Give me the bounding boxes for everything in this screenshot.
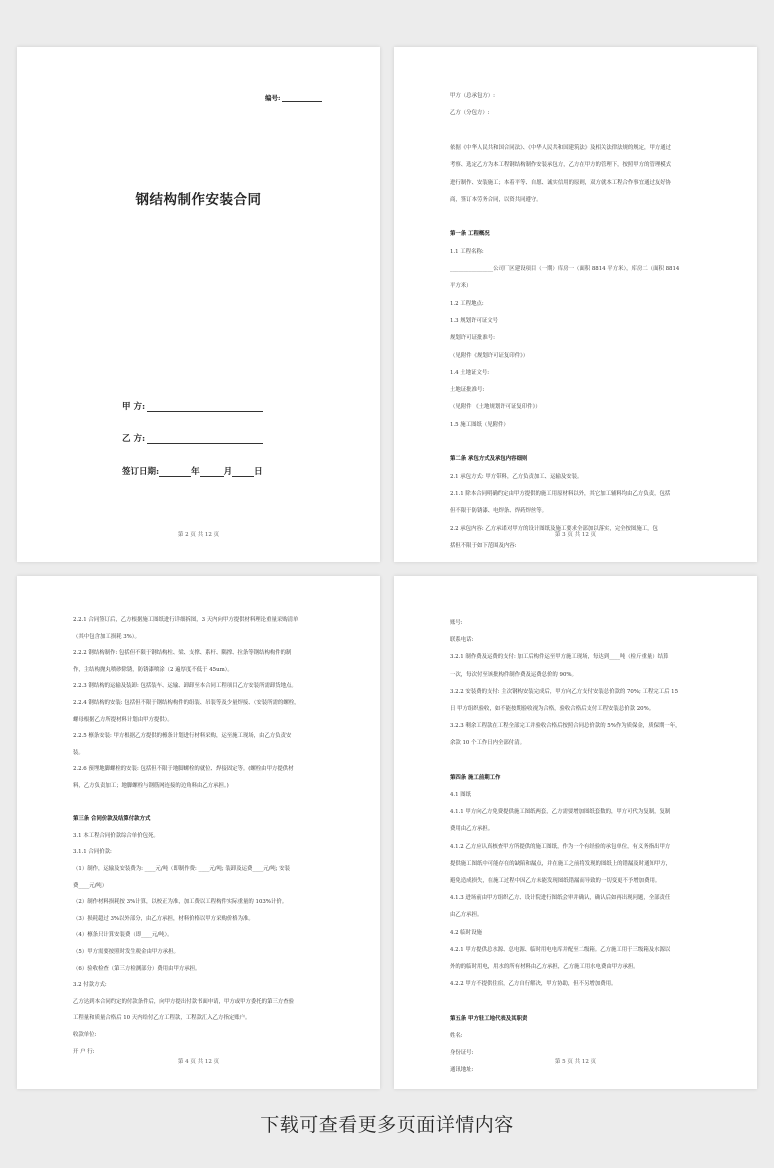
page-footer: 第 3 页 共 12 页 <box>554 532 597 538</box>
party-a-blank <box>147 411 263 412</box>
text-line: 进行制作、安装施工；本着平等、自愿、诚实信用的原则，双方就本工程合作事宜通过友好协 <box>450 179 672 186</box>
text-line: 平方米） <box>450 283 472 290</box>
text-line: 甲方（总承包方）: <box>450 93 495 99</box>
contract-title: 钢结构制作安装合同 <box>135 192 262 208</box>
text-line: 费用由乙方承担。 <box>450 826 494 833</box>
party-a-label: 甲 方: <box>122 402 146 412</box>
text-line: （见附件 《土地规划许可证复印件》） <box>450 404 541 411</box>
text-line: ________________公司厂区建设项目（一期）库房一（面积 8814 平方米），库房二（面积 8814 <box>450 266 680 272</box>
page-footer: 第 4 页 共 12 页 <box>177 1059 220 1065</box>
section-heading: 第三条 合同价款及结算付款方式 <box>73 816 151 823</box>
text-line: 1.4 土地证文号: <box>450 369 490 376</box>
text-line: 费____元/吨） <box>73 882 108 889</box>
text-line: 3.2.3 剩余工程款在工程全部完工并验收合格后按照合同总价款的 5%作为质保金，质保期一年， <box>450 723 681 730</box>
signing-date-label: 签订日期: <box>122 467 160 477</box>
text-line: 括但不限于如下范围及内容: <box>450 542 517 549</box>
text-line: 由乙方承担。 <box>450 912 483 919</box>
text-line: 联系电话: <box>450 637 474 644</box>
text-line: 依据《中华人民共和国合同法》、《中华人民共和国建筑法》及相关法律法规的规定，甲方通过 <box>450 144 672 151</box>
text-line: 1.3 规划许可证文号 <box>450 317 499 324</box>
text-line: 身份证号: <box>450 1050 474 1056</box>
text-line: 3.2 付款方式: <box>73 982 107 989</box>
contract-page-3 <box>394 47 757 562</box>
text-line: 乙方达到本合同约定的付款条件后，向甲方提出付款书面申请，甲方或甲方委托的第三方查验 <box>73 998 295 1005</box>
text-line: 3.1.1 合同价款: <box>73 849 112 856</box>
date-year-label: 年 <box>191 467 200 477</box>
text-line: （见附件《规划许可证复印件》） <box>450 352 529 359</box>
text-line: 2.2.4 钢结构的安装: 包括但不限于钢结构构件的组装、吊装等及少量焊接、（安装所需的螺栓， <box>73 700 300 706</box>
contract-page-4 <box>17 576 380 1089</box>
text-line: 3.1 本工程合同价款综合单价包死。 <box>73 832 159 839</box>
text-line: 4.1.2 乙方应认真核查甲方所提供的施工图纸，作为一个有经验的承包单位，有义务指出甲方 <box>450 843 671 850</box>
text-line: 料，乙方负责加工；地脚螺栓与钢筋网连接的边角料由乙方承担。) <box>73 783 229 789</box>
text-line: 1.1 工程名称: <box>450 248 484 255</box>
date-month-label: 月 <box>223 467 233 477</box>
signing-date-field <box>122 465 263 477</box>
text-line: 但不限于防锈漆、电焊条、焊药焊丝等。 <box>450 508 548 515</box>
text-line: 4.2.1 甲方提供总水源、总电源、临时用电电库并配至二级箱。乙方施工用于三级箱及水源以 <box>450 946 671 953</box>
text-line: 2.2.5 檩条安装: 甲方根据乙方提供的檩条计划进行材料采购，运至施工现场，由乙方负责安 <box>73 733 292 740</box>
contract-number-label: 编号: <box>265 94 281 102</box>
text-line: 2.2 承包内容: 乙方承诺对甲方的设计图纸及施工要求全部加以落实，完全按图施工，包 <box>450 525 658 532</box>
section-heading: 第四条 施工前期工作 <box>450 774 501 781</box>
text-line: （5）甲方需要按照时发生税金由甲方承担。 <box>73 949 179 955</box>
text-line: 账号: <box>450 620 463 626</box>
text-line: 规划许可证批准号: <box>450 335 495 342</box>
text-line: 工程量和质量合格后 10 天内给付乙方工程款，工程款汇入乙方指定账户。 <box>73 1015 251 1022</box>
text-line: 外的的临时用电，用水的所有材料由乙方承担，乙方施工用水电费由甲方承担。 <box>450 964 639 970</box>
text-line: 土地证批准号: <box>450 387 485 394</box>
text-line: 4.1.1 甲方向乙方免费提供施工图纸两套，乙方需要增加图纸套数的，甲方可代为复制，复制 <box>450 809 671 816</box>
party-a-field <box>122 400 263 412</box>
text-line: 2.1 承包方式: 甲方带料，乙方负责加工、运输及安装。 <box>450 473 583 480</box>
text-line: 3.2.2 安装费的支付: 主次钢构安装完成后，甲方向乙方支付安装总价款的 70%; 工程完工后 15 <box>450 688 679 695</box>
date-day-label: 日 <box>254 467 263 477</box>
page-footer: 第 5 页 共 12 页 <box>554 1059 597 1065</box>
text-line: 2.1.1 除本合同明确约定由甲方提供的施工用原材料以外，其它加工辅料均由乙方负责，包括 <box>450 490 671 497</box>
contract-number-blank <box>282 101 322 102</box>
text-line: （1）制作，运输及安装费为: ____元/吨（即制作费: ____元/吨; 装卸及运费____元/吨; 安装 <box>73 866 291 872</box>
text-line: （4）檩条只计算安装费（即____元/吨）。 <box>73 932 173 939</box>
text-line: 提供施工图纸中可能存在的缺陷和漏点，并在施工之前将发现的图纸上的错漏及时通知甲方， <box>450 860 672 867</box>
page-footer: 第 2 页 共 12 页 <box>177 532 220 538</box>
text-line: 2.2.6 预埋地脚螺栓的安装: 包括但不限于地脚螺栓的就位、焊接固定等。(螺栓由甲方提供材 <box>73 766 294 773</box>
text-line: 4.1 图纸 <box>450 792 472 798</box>
section-heading: 第五条 甲方驻工地代表及其职责 <box>450 1015 528 1022</box>
party-b-field <box>122 432 263 444</box>
text-line: 作，主结构抛丸喷砂除锈，防锈漆喷涂（2 遍厚度不低于 45um）。 <box>73 666 233 673</box>
text-line: 日 甲方组织验收，如不能按期验收视为合格，验收合格后支付工程安装总价款 20%。 <box>450 706 655 712</box>
text-line: 2.2.1 合同签订后，乙方根据施工图纸进行详细拆图，3 天内向甲方提供材料理论重量采购清单 <box>73 617 299 623</box>
text-line: 4.2.2 甲方不提供住宿，乙方自行解决，甲方协助，但不另增加费用。 <box>450 981 617 988</box>
text-line: 2.2.2 钢结构制作: 包括但不限于钢结构柱、梁、支撑、系杆、隅撑、拉条等钢结构构件的制 <box>73 650 292 657</box>
text-line: 1.5 施工图纸（见附件） <box>450 421 509 428</box>
text-line: （2）制作材料损耗按 3%计算，以校正为准，加工费以工程构件实际重量的 103%计价。 <box>73 899 288 906</box>
text-line: （6）验收检查（第三方检测部分）费用由甲方承担。 <box>73 965 201 972</box>
text-line: 收款单位: <box>73 1032 97 1038</box>
party-b-blank <box>147 443 263 444</box>
contract-page-5 <box>394 576 757 1089</box>
party-b-label: 乙 方: <box>122 434 146 444</box>
text-line: 开 户 行: <box>73 1048 95 1055</box>
text-line: 装。 <box>73 749 84 756</box>
section-heading: 第一条 工程概况 <box>450 231 490 238</box>
text-line: 螺母根据乙方所提材料计划由甲方提供）。 <box>73 716 173 723</box>
text-line: 商，签订本劳务合同，以资共同遵守。 <box>450 196 542 203</box>
text-line: 余款 10 个工作日内全部付清。 <box>450 740 525 747</box>
section-heading: 第二条 承包方式及承包内容细则 <box>450 456 528 463</box>
text-line: 1.2 工程地点: <box>450 300 484 307</box>
text-line: （其中包含加工损耗 3%）。 <box>73 633 140 640</box>
download-more-caption[interactable]: 下载可查看更多页面详情内容 <box>260 1114 514 1136</box>
text-line: 乙方（分包方）: <box>450 110 490 117</box>
text-line: 一次，每次付至该批构件制作费及运费总价的 90%。 <box>450 671 577 678</box>
text-line: 3.2.1 制作费及运费的支付: 加工后构件运至甲方施工现场，每达到____吨（检斤重量）结算 <box>450 654 669 661</box>
text-line: 避免造成损失，在施工过程中因乙方未能发现图纸错漏而导致的一切变更不予增加费用。 <box>450 878 661 884</box>
text-line: 考察、选定乙方为本工程钢结构制作安装承包方，乙方在甲方的管理下，按照甲方的管理模式 <box>450 162 672 169</box>
contract-cover-page <box>17 47 380 562</box>
text-line: 姓名: <box>450 1032 463 1039</box>
text-line: 2.2.3 钢结构的运输及装卸: 包括装车、运输、卸卸至本合同工程项目乙方安装所需卸货地点。 <box>73 683 297 690</box>
text-line: 4.2 临时设施 <box>450 929 482 936</box>
text-line: 通讯地址: <box>450 1067 474 1074</box>
text-line: （3）损耗超过 3%以外部分，由乙方承担，材料价格以甲方采购价格为准。 <box>73 915 254 922</box>
contract-number-field <box>265 93 322 102</box>
text-line: 4.1.3 进场前由甲方组织乙方、设计院进行图纸会审并确认，确认后如再出现问题，全部责任 <box>450 895 671 902</box>
